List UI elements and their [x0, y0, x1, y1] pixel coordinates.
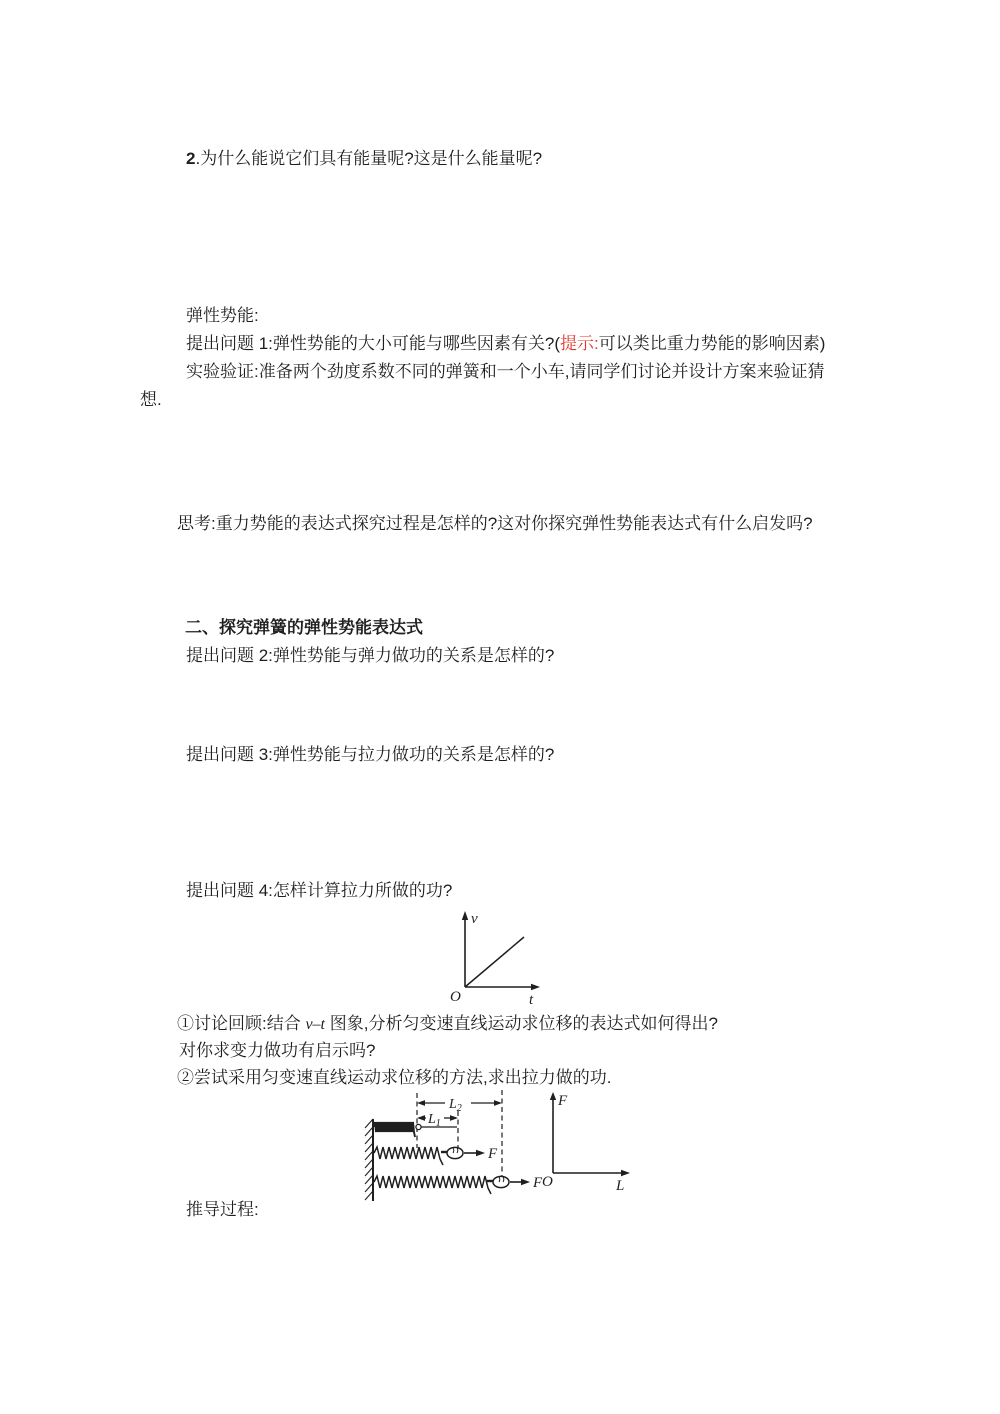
problem-1-hint: 提示:: [560, 334, 599, 353]
section-2-heading: 二、探究弹簧的弹性势能表达式: [185, 618, 423, 637]
f-axis-arrow-icon: [550, 1092, 556, 1100]
v-axis-label: v: [471, 911, 478, 927]
elastic-title: 弹性势能:: [186, 306, 259, 325]
spring-diagram: [360, 1085, 650, 1209]
vt-origin-label: O: [450, 989, 461, 1005]
problem-1-post: 可以类比重力势能的影响因素): [598, 334, 826, 353]
t-axis-arrow-icon: [531, 984, 540, 990]
problem-2-line: 提出问题 2:弹性势能与弹力做功的关系是怎样的?: [186, 646, 555, 665]
t-axis-label: t: [529, 992, 534, 1008]
l-axis-label: L: [616, 1178, 625, 1194]
hand-icon: [487, 1176, 509, 1187]
wall: [365, 1119, 373, 1201]
problem-1-pre: 提出问题 1:弹性势能的大小可能与哪些因素有关?(: [186, 334, 561, 353]
derivation-label: 推导过程:: [186, 1200, 259, 1219]
l-axis-arrow-icon: [621, 1170, 630, 1176]
problem-4-line: 提出问题 4:怎样计算拉力所做的功?: [186, 881, 453, 900]
spring-end-marker-icon: [416, 1124, 421, 1129]
hand-icon: [441, 1147, 463, 1158]
question-2-text: .为什么能说它们具有能量呢?这是什么能量呢?: [195, 149, 543, 168]
f-axis-label: F: [558, 1093, 568, 1109]
spring-stretched-l1: [374, 1146, 498, 1165]
force-arrow-bottom: [510, 1175, 543, 1191]
l1-label: $L_1$: [428, 1112, 441, 1129]
force-arrow-mid: [464, 1146, 498, 1162]
fl-graph: [542, 1092, 630, 1194]
force-label-mid: F: [488, 1146, 498, 1162]
problem-1-line: [186, 333, 825, 355]
discuss-1-math: v–t: [305, 1016, 325, 1033]
spring-natural: [374, 1122, 457, 1137]
discuss-1-pre: ①讨论回顾:结合: [177, 1014, 306, 1033]
l2-label: $L_2$: [449, 1097, 462, 1114]
question-2-number: 2: [186, 149, 196, 168]
discuss-1-line: [177, 1013, 718, 1036]
fl-origin-label: O: [542, 1174, 553, 1190]
think-line: 思考:重力势能的表达式探究过程是怎样的?这对你探究弹性势能表达式有什么启发吗?: [177, 514, 813, 533]
v-axis-arrow-icon: [462, 911, 468, 920]
discuss-1-line2: 对你求变力做功有启示吗?: [179, 1041, 376, 1060]
discuss-1-post: 图象,分析匀变速直线运动求位移的表达式如何得出?: [325, 1014, 718, 1033]
discuss-2-line: ②尝试采用匀变速直线运动求位移的方法,求出拉力做的功.: [177, 1068, 612, 1087]
vt-graph: [425, 906, 585, 1014]
vt-line: [465, 937, 524, 987]
spring-stretched-l2: [374, 1175, 543, 1194]
experiment-wrap-line: 想.: [140, 390, 162, 409]
force-label-bottom: F: [533, 1175, 543, 1191]
experiment-line: 实验验证:准备两个劲度系数不同的弹簧和一个小车,请同学们讨论并设计方案来验证猜: [186, 362, 825, 381]
question-2-line: [186, 148, 542, 170]
problem-3-line: 提出问题 3:弹性势能与拉力做功的关系是怎样的?: [186, 745, 555, 764]
